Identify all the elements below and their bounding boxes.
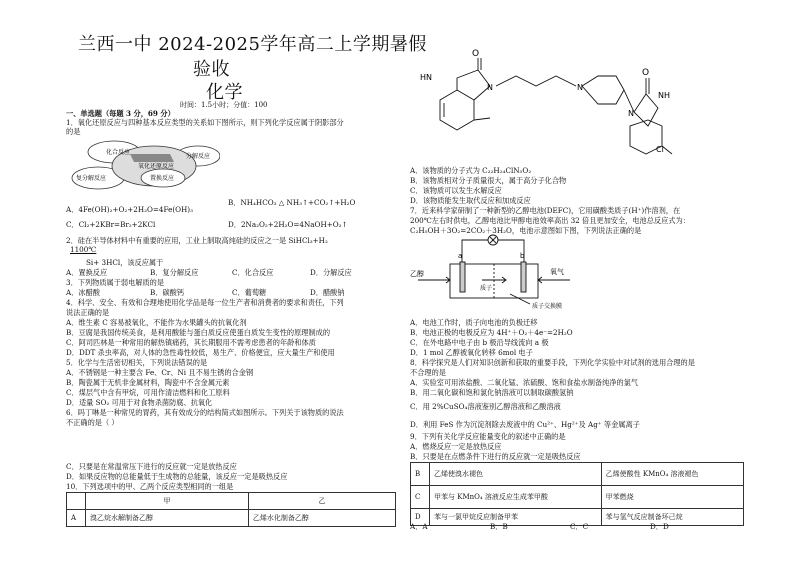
table-cell: C bbox=[411, 486, 430, 509]
q6-option-d: D．该物质能发生取代反应和加成反应 bbox=[410, 196, 531, 205]
q3-option-c: C．葡萄糖 bbox=[232, 288, 267, 297]
q9-option-c: C．只要是在常温常压下进行的反应就一定是放热反应 bbox=[66, 462, 237, 471]
q2-text: 2．硅在半导体材料中有重要的应用，工业上制取高纯硅的反应之一是 SiHCl₃+H₂ bbox=[66, 236, 328, 245]
q1-text: 1．氧化还原反应与四种基本反应类型的关系如下图所示，则下列化学反应属于阴影部分 bbox=[66, 118, 344, 127]
q7-option-b: B．电池正极的电极反应为 4H⁺＋O₂＋4e⁻=2H₂O bbox=[410, 328, 573, 337]
q2-text-2: Si+ 3HCl，该反应属于 bbox=[86, 258, 164, 267]
q3-option-b: B．碳酸钙 bbox=[150, 288, 185, 297]
q1-option-b: B．NH₄HCO₃ △ NH₃↑+CO₂↑+H₂O bbox=[228, 198, 356, 207]
q2-option-a: A．置换反应 bbox=[66, 268, 108, 277]
oxygen-label: 氧气 bbox=[550, 268, 564, 276]
atom-cl: Cl bbox=[656, 145, 664, 154]
q4-option-c: C．阿司匹林是一种常用的解热镇痛药，其长期服用不需考虑患者的年龄和体质 bbox=[66, 338, 316, 347]
q5-option-a: A．不锈钢是一种主要含 Fe、Cr、Ni 且不易生锈的合金钢 bbox=[66, 368, 254, 377]
q1-option-c: C．Cl₂+2KBr=Br₂+2KCl bbox=[66, 220, 156, 229]
table-cell bbox=[67, 493, 86, 510]
time-info: 时间：1.5小时；分值：100 bbox=[180, 101, 268, 109]
q3-text: 3．下列物质属于弱电解质的是 bbox=[66, 278, 165, 287]
q2-option-d: D．分解反应 bbox=[310, 268, 352, 277]
venn-label-double: 复分解反应 bbox=[76, 175, 107, 182]
q1-option-b-eq: NH₄HCO₃ △ NH₃↑+CO₂↑+H₂O bbox=[240, 198, 356, 207]
table-cell: 甲苯燃烧 bbox=[601, 486, 743, 509]
q8-option-d: D．利用 FeS 作为沉淀剂除去废液中的 Cu²⁺、Hg²⁺及 Ag⁺ 等金属离子 bbox=[410, 420, 640, 429]
proton-label: 质子 bbox=[480, 285, 493, 292]
table-cell: 溴乙烷水解制备乙醇 bbox=[86, 510, 249, 527]
q7-option-d: D．1 mol 乙醇被氧化转移 6mol 电子 bbox=[410, 348, 533, 357]
table-cell: 乙烯使酸性 KMnO₄ 溶液褪色 bbox=[601, 463, 743, 486]
q6-text-2: 不正确的是（ ） bbox=[66, 418, 119, 427]
table-row bbox=[411, 486, 744, 509]
atom-n-pip: N bbox=[577, 83, 583, 92]
atom-o-left: O bbox=[472, 49, 480, 59]
q6-text: 6．吗丁啉是一种常见的胃药，其有效成分的结构简式如图所示。下列关于该物质的说法 bbox=[66, 408, 344, 417]
table-cell: B bbox=[411, 463, 430, 486]
table-cell: A bbox=[67, 510, 86, 527]
q10-table-left bbox=[66, 492, 396, 527]
q1-option-a: A．4Fe(OH)₂+O₂+2H₂O=4Fe(OH)₃ bbox=[66, 205, 193, 214]
venn-label-single: 置换反应 bbox=[150, 175, 175, 182]
table-cell: 甲苯与 KMnO₄ 溶液反应生成苯甲酸 bbox=[430, 486, 602, 509]
table-cell: 乙烯使溴水褪色 bbox=[430, 463, 602, 486]
q7-text: 7．近来科学家研制了一种新型的乙醇电池(DEFC)，它用磺酸类质子(H⁺)作溶剂，在 bbox=[410, 206, 681, 215]
membrane-label: 质子交换膜 bbox=[532, 303, 563, 310]
venn-diagram bbox=[70, 136, 220, 192]
venn-label-combination: 化合反应 bbox=[106, 149, 131, 156]
q2-condition: 1100℃ bbox=[70, 245, 97, 254]
table-row bbox=[411, 463, 744, 486]
q10-option-d: D．D bbox=[650, 522, 669, 531]
q1-option-d: D．2Na₂O₂+2H₂O=4NaOH+O₂↑ bbox=[228, 220, 348, 229]
section-heading: 一、单选题（每题 3 分，69 分） bbox=[66, 109, 175, 118]
q6-option-c: C．该物质可以发生水解反应 bbox=[410, 186, 502, 195]
q1-text-2: 的是 bbox=[66, 127, 81, 136]
table-row bbox=[67, 510, 396, 527]
q6-option-a: A．该物质的分子式为 C₂₂H₂₄ClN₅O₂ bbox=[410, 166, 532, 175]
atom-n-left: N bbox=[487, 83, 493, 92]
q4-option-a: A．维生素 C 容易被氧化，不能作为水果罐头的抗氧化剂 bbox=[66, 318, 247, 327]
q8-option-c: C．用 2%CuSO₄溶液鉴别乙醇溶液和乙酸溶液 bbox=[410, 402, 561, 411]
q5-text: 5．化学与生活密切相关，下列说法错误的是 bbox=[66, 358, 208, 367]
q9-option-a: A．燃烧反应一定是放热反应 bbox=[410, 442, 502, 451]
q1-option-c-eq: Cl₂+2KBr=Br₂+2KCl bbox=[78, 220, 156, 229]
q7-text-3: C₂H₅OH＋3O₂=2CO₂＋3H₂O，电池示意图如下图，下列说法正确的是 bbox=[410, 226, 642, 235]
q9-text: 9．下列有关化学反应能量变化的叙述中正确的是 bbox=[410, 432, 566, 441]
q8-text: 8．科学探究是人们对知识创新和获取的重要手段，下列化学实验中对试剂的选用合理的是 bbox=[410, 358, 695, 367]
table-cell: 乙烯水化制备乙醇 bbox=[248, 510, 395, 527]
q2-option-b: B．复分解反应 bbox=[150, 268, 199, 277]
q7-text-2: 200℃左右时供电，乙醇电池比甲醇电池效率高出 32 倍且更加安全，电池总反应式为： bbox=[410, 216, 690, 225]
q3-option-a: A．冰醋酸 bbox=[66, 288, 100, 297]
venn-label-redox: 氧化还原反应 bbox=[138, 163, 175, 170]
q7-option-a: A．电池工作时，质子向电池的负极迁移 bbox=[410, 318, 538, 327]
atom-n-right: N bbox=[628, 109, 634, 118]
q9-option-d: D．如果反应物的总能量低于生成物的总能量，该反应一定是吸热反应 bbox=[66, 472, 288, 481]
table-cell: 乙 bbox=[248, 493, 395, 510]
q10-text: 10．下列选项中的甲、乙两个反应类型相同的一组是 bbox=[66, 482, 234, 491]
atom-nh: NH bbox=[658, 91, 670, 100]
subject-title: 化学 bbox=[206, 82, 243, 103]
q3-option-d: D．醋酸钠 bbox=[310, 288, 345, 297]
exam-title-line2: 验收 bbox=[193, 59, 230, 80]
q8-option-b: B．用二氧化碳和饱和氯化钠溶液可以制取碳酸氢钠 bbox=[410, 388, 574, 397]
q5-option-d: D．适量 SO₂ 可用于对食物杀菌防腐、抗氧化 bbox=[66, 398, 213, 407]
q2-option-c: C．化合反应 bbox=[232, 268, 274, 277]
ethanol-label: 乙醇 bbox=[410, 270, 424, 278]
q4-option-d: D．DDT 杀虫率高，对人体的急性毒性较低，易生产、价格便宜，应大量生产和使用 bbox=[66, 348, 335, 357]
q7-option-c: C．在外电路中电子由 b 极沿导线流向 a 极 bbox=[410, 338, 549, 347]
q10-option-c: C．C bbox=[570, 522, 589, 531]
electrode-a-label: a bbox=[458, 252, 463, 260]
table-cell: 苯与氢气反应制备环己烷 bbox=[601, 509, 743, 526]
table-cell: D bbox=[411, 509, 430, 526]
table-cell: 苯与一氯甲烷反应制备甲苯 bbox=[430, 509, 602, 526]
q6-option-b: B．该物质相对分子质量很大，属于高分子化合物 bbox=[410, 176, 567, 185]
table-cell: 甲 bbox=[86, 493, 249, 510]
q9-option-b: B．只要是在点燃条件下进行的反应就一定是吸热反应 bbox=[410, 452, 581, 461]
exam-title: 兰西一中 2024-2025学年高二上学期暑假 bbox=[78, 34, 427, 55]
table-row bbox=[67, 493, 396, 510]
q10-option-b: B．B bbox=[490, 522, 508, 531]
q5-option-c: C．煤层气中含有甲烷，可用作清洁燃料和化工原料 bbox=[66, 388, 230, 397]
q1-option-d-eq: 2Na₂O₂+2H₂O=4NaOH+O₂↑ bbox=[240, 220, 348, 229]
q10-table-right bbox=[410, 462, 744, 526]
q5-option-b: B．陶瓷属于无机非金属材料，陶瓷中不含金属元素 bbox=[66, 378, 230, 387]
venn-label-decomposition: 分解反应 bbox=[186, 153, 211, 160]
fuel-cell-diagram bbox=[410, 234, 610, 314]
molecule-structure bbox=[420, 20, 680, 155]
atom-hn: HN bbox=[420, 73, 432, 82]
q4-text-2: 说法正确的是 bbox=[66, 308, 110, 317]
q4-option-b: B．豆腐是我国传统美食，是利用酸能与蛋白质反应使蛋白质发生变性的原理制成的 bbox=[66, 328, 331, 337]
q10-option-a: A．A bbox=[410, 522, 428, 531]
electrode-b-label: b bbox=[520, 252, 525, 260]
atom-o-right: O bbox=[642, 68, 650, 78]
q1-option-a-eq: 4Fe(OH)₂+O₂+2H₂O=4Fe(OH)₃ bbox=[78, 205, 193, 214]
q8-option-a: A．实验室可用浓盐酸、二氧化锰、浓硫酸、饱和食盐水制备纯净的氯气 bbox=[410, 378, 639, 387]
q4-text: 4．科学、安全、有效和合理地使用化学品是每一位生产者和消费者的要求和责任，下列 bbox=[66, 298, 344, 307]
q8-text-2: 不合理的是 bbox=[410, 368, 446, 377]
